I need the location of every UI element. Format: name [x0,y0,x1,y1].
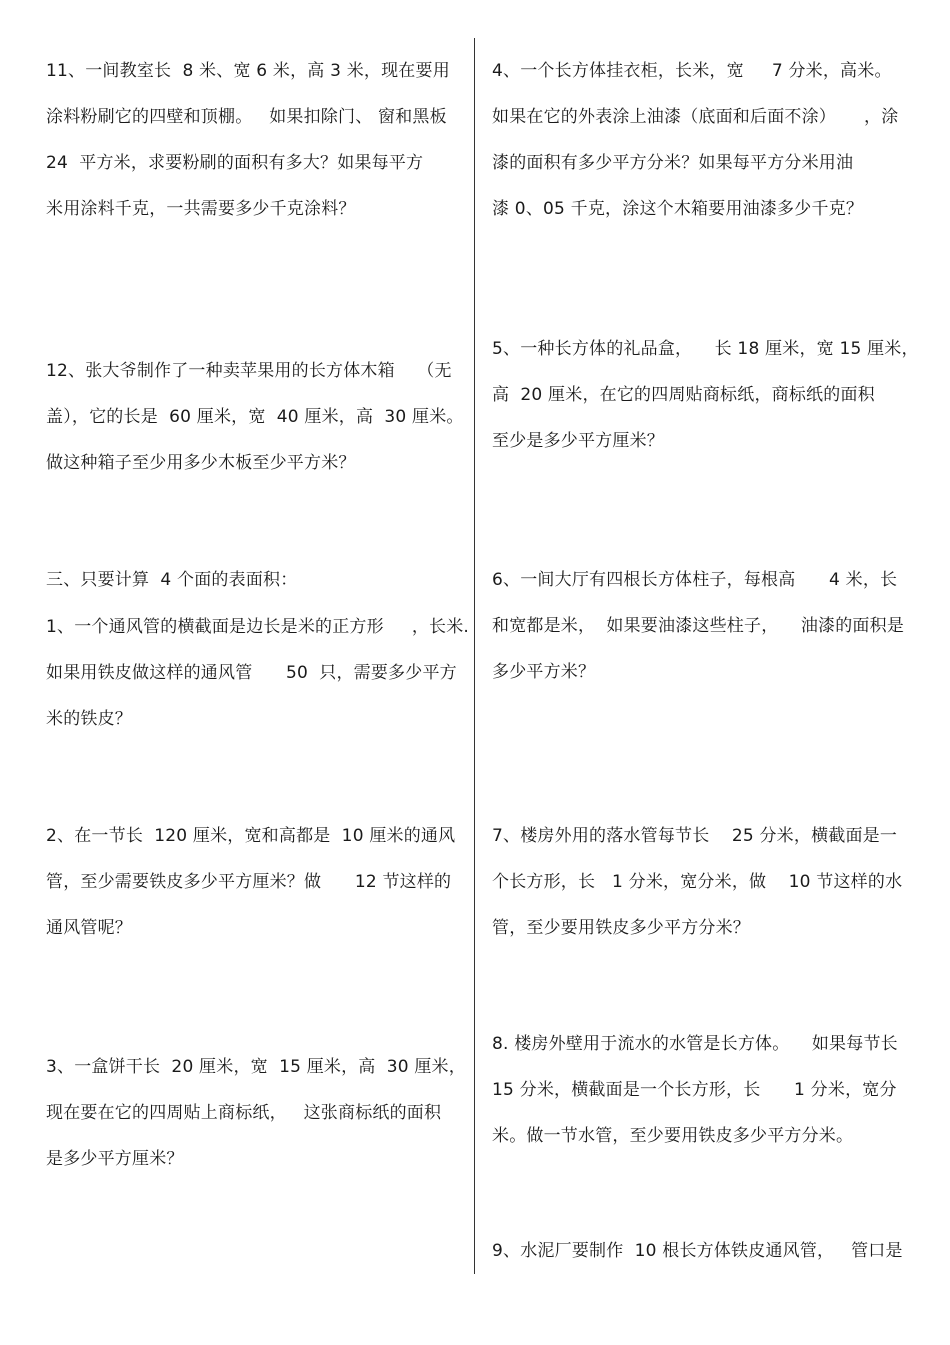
question-line: 涂料粉刷它的四壁和顶棚。 如果扣除门、 窗和黑板 [46,107,447,127]
question-9 [492,1228,906,1274]
question-line: 通风管呢？ [46,918,132,938]
question-line: 2、在一节长 120 厘米，宽和高都是 10 厘米的通风 [46,826,456,846]
question-4 [492,48,906,232]
question-5 [492,326,919,464]
question-line: 多少平方米？ [492,662,596,682]
question-12 [46,348,464,486]
question-line: 米。做一节水管，至少要用铁皮多少平方分米。 [492,1126,854,1146]
question-line: 至少是多少平方厘米？ [492,431,664,451]
section-heading: 三、只要计算 4 个面的表面积： [46,570,298,590]
question-line: 如果在它的外表涂上油漆（底面和后面不涂） ，涂 [492,107,899,127]
question-11 [46,48,460,232]
question-line: 高 20 厘米，在它的四周贴商标纸，商标纸的面积 [492,385,875,405]
question-line: 7、楼房外用的落水管每节长 25 分米，横截面是一 [492,826,898,846]
question-line: 漆 0、05 千克，涂这个木箱要用油漆多少千克？ [492,199,864,219]
question-line: 现在要在它的四周贴上商标纸， 这张商标纸的面积 [46,1103,442,1123]
question-6 [492,557,906,695]
section-3-heading [46,557,460,603]
question-line: 5、一种长方体的礼品盒， 长 18 厘米，宽 15 厘米， [492,339,919,359]
question-line: 1、一个通风管的横截面是边长是米的正方形 ，长米. [46,617,470,637]
question-line: 漆的面积有多少平方分米？如果每平方分米用油 [492,153,854,173]
section-3-question-3 [46,1044,466,1182]
question-line: 15 分米，横截面是一个长方形，长 1 分米，宽分 [492,1080,897,1100]
question-line: 12、张大爷制作了一种卖苹果用的长方体木箱 （无 [46,361,452,381]
column-divider [474,38,475,1274]
question-line: 如果用铁皮做这样的通风管 50 只，需要多少平方 [46,663,457,683]
question-line: 11、一间教室长 8 米、宽 6 米，高 3 米，现在要用 [46,61,450,81]
question-line: 24 平方米，求要粉刷的面积有多大？如果每平方 [46,153,424,173]
question-line: 做这种箱子至少用多少木板至少平方米？ [46,453,356,473]
question-line: 3、一盒饼干长 20 厘米，宽 15 厘米，高 30 厘米， [46,1057,466,1077]
question-line: 米用涂料千克，一共需要多少千克涂料？ [46,199,356,219]
question-line: 8. 楼房外壁用于流水的水管是长方体。 如果每节长 [492,1034,898,1054]
question-line: 6、一间大厅有四根长方体柱子，每根高 4 米，长 [492,570,898,590]
section-3-question-1 [46,604,470,742]
question-line: 米的铁皮？ [46,709,132,729]
question-7 [492,813,906,951]
question-line: 管，至少要用铁皮多少平方分米？ [492,918,750,938]
question-line: 是多少平方厘米？ [46,1149,184,1169]
question-line: 个长方形，长 1 分米，宽分米，做 10 节这样的水 [492,872,903,892]
question-line: 管，至少需要铁皮多少平方厘米？做 12 节这样的 [46,872,452,892]
question-line: 9、水泥厂要制作 10 根长方体铁皮通风管， 管口是 [492,1241,903,1261]
question-8 [492,1021,906,1159]
question-line: 4、一个长方体挂衣柜，长米，宽 7 分米，高米。 [492,61,892,81]
question-line: 和宽都是米， 如果要油漆这些柱子， 油漆的面积是 [492,616,905,636]
question-line: 盖），它的长是 60 厘米，宽 40 厘米，高 30 厘米。 [46,407,464,427]
section-3-question-2 [46,813,460,951]
